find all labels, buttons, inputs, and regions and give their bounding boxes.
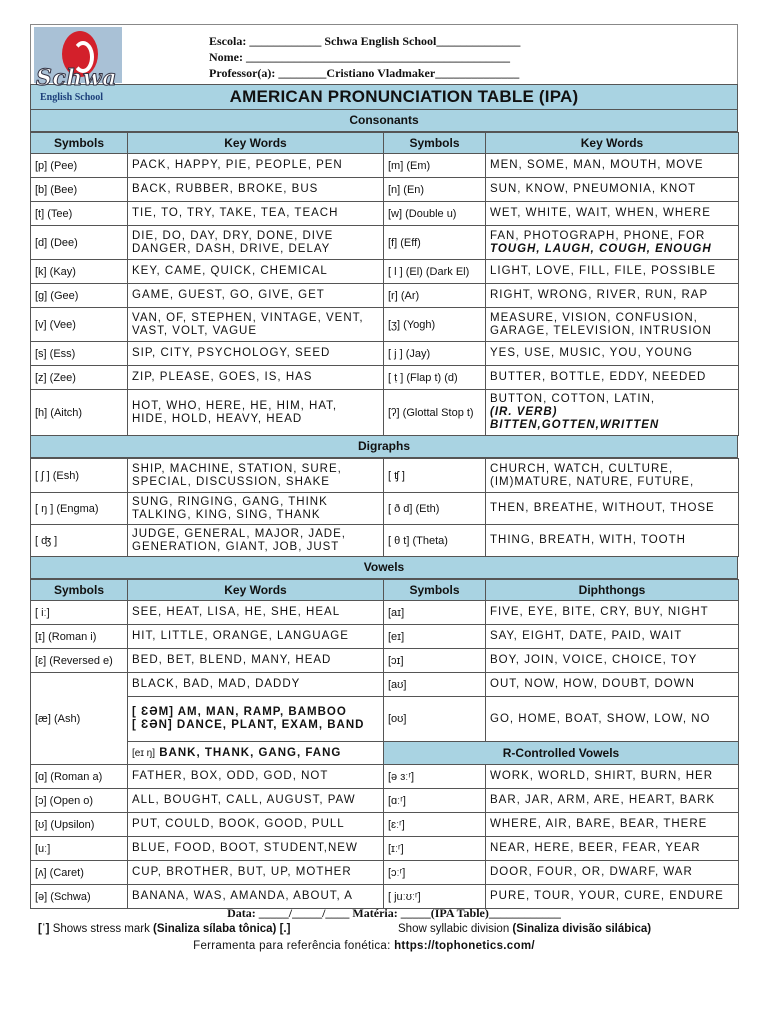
- table-row: [31, 493, 739, 525]
- syllable-pt: (Sinaliza divisão silábica): [512, 923, 652, 935]
- keyword-cell: [128, 390, 384, 436]
- table-row: [31, 813, 739, 837]
- symbol-cell: [ɔ] (Open o): [31, 789, 128, 813]
- symbol-cell: [ ŋ ] (Engma): [31, 493, 128, 525]
- keyword-text: BUTTER, BOTTLE, EDDY, NEEDED: [490, 371, 707, 383]
- table-row: [31, 459, 739, 493]
- keyword-cell: FATHER, BOX, ODD, GOD, NOT: [128, 765, 384, 789]
- symbol-cell: [æ] (Ash): [31, 673, 128, 765]
- table-row: [31, 202, 739, 226]
- keyword-text: PACK, HAPPY, PIE, PEOPLE, PEN: [132, 159, 343, 171]
- keyword-cell: SEE, HEAT, LISA, HE, SHE, HEAL: [128, 601, 384, 625]
- symbol-cell: [ɑ] (Roman a): [31, 765, 128, 789]
- keyword-text: SUNG, RINGING, GANG, THINK: [132, 495, 328, 508]
- keyword-text: GENERATION, GIANT, JOB, JUST: [132, 540, 340, 553]
- keyword-cell: [486, 342, 739, 366]
- symbol-cell: [ iː]: [31, 601, 128, 625]
- keyword-cell: [486, 308, 739, 342]
- symbol-cell: [r] (Ar): [384, 284, 486, 308]
- symbol-cell: [ ʧ ]: [384, 459, 486, 493]
- keyword-text: KEY, CAME, QUICK, CHEMICAL: [132, 265, 328, 277]
- vowels-table: [30, 579, 739, 909]
- symbol-cell: [ θ t] (Theta): [384, 525, 486, 557]
- table-row: [31, 649, 739, 673]
- r-controlled-header: R-Controlled Vowels: [384, 742, 739, 765]
- keyword-text: FAN, PHOTOGRAPH, PHONE, FOR: [490, 229, 706, 242]
- keyword-cell: WORK, WORLD, SHIRT, BURN, HER: [486, 765, 739, 789]
- keyword-text: HIDE, HOLD, HEAVY, HEAD: [132, 412, 303, 425]
- reference-link[interactable]: https://tophonetics.com/: [394, 940, 535, 952]
- consonants-section-title: Consonants: [30, 110, 738, 132]
- keyword-cell: WHERE, AIR, BARE, BEAR, THERE: [486, 813, 739, 837]
- keyword-text: WET, WHITE, WAIT, WHEN, WHERE: [490, 207, 711, 219]
- ipa-document: [30, 24, 738, 909]
- keyword-text: [ ƐƏM] AM, MAN, RAMP, BAMBOO: [132, 706, 347, 718]
- keyword-cell: PURE, TOUR, YOUR, CURE, ENDURE: [486, 885, 739, 909]
- keyword-cell: GO, HOME, BOAT, SHOW, LOW, NO: [486, 697, 739, 742]
- symbol-cell: [p] (Pee): [31, 154, 128, 178]
- keyword-text: GARAGE, TELEVISION, INTRUSION: [490, 324, 712, 337]
- col-symbols-header: Symbols: [31, 133, 128, 154]
- syllable-mark: [.]: [279, 923, 291, 935]
- symbol-cell: [t] (Tee): [31, 202, 128, 226]
- col-symbols-header: Symbols: [384, 580, 486, 601]
- keyword-text: MEASURE, VISION, CONFUSION,: [490, 311, 698, 324]
- symbol-cell: [ɛːʳ]: [384, 813, 486, 837]
- logo-subtitle: English School: [40, 92, 104, 103]
- keyword-cell: ALL, BOUGHT, CALL, AUGUST, PAW: [128, 789, 384, 813]
- symbol-cell: [d] (Dee): [31, 226, 128, 260]
- keyword-cell: [486, 493, 739, 525]
- reference-label: Ferramenta para referência fonética:: [193, 940, 391, 952]
- symbol-cell: [ ʃ ] (Esh): [31, 459, 128, 493]
- keyword-text: SHIP, MACHINE, STATION, SURE,: [132, 462, 342, 475]
- symbol-cell: [oʊ]: [384, 697, 486, 742]
- symbol-cell: [ j ] (Jay): [384, 342, 486, 366]
- table-row: [31, 885, 739, 909]
- keyword-cell: BOY, JOIN, VOICE, CHOICE, TOY: [486, 649, 739, 673]
- keyword-cell: [486, 202, 739, 226]
- keyword-cell: BANANA, WAS, AMANDA, ABOUT, A: [128, 885, 384, 909]
- col-symbols-header: Symbols: [31, 580, 128, 601]
- stress-legend: [38, 923, 290, 935]
- table-row: [31, 861, 739, 885]
- keyword-cell: HIT, LITTLE, ORANGE, LANGUAGE: [128, 625, 384, 649]
- col-keywords-header: Key Words: [128, 580, 384, 601]
- stress-mark: [ˈ]: [38, 923, 50, 935]
- keyword-text: CHURCH, WATCH, CULTURE,: [490, 462, 674, 475]
- vowels-section-title: Vowels: [30, 557, 738, 579]
- keyword-text: RIGHT, WRONG, RIVER, RUN, RAP: [490, 289, 709, 301]
- school-logo: [34, 27, 122, 103]
- teacher-field: Professor(a): ________Cristiano Vladmaker______________: [209, 66, 520, 80]
- symbol-cell: [ʌ] (Caret): [31, 861, 128, 885]
- keyword-text: GAME, GUEST, GO, GIVE, GET: [132, 289, 325, 301]
- symbol-cell: [ juːʊːʳ]: [384, 885, 486, 909]
- symbol-cell: [h] (Aitch): [31, 390, 128, 436]
- keyword-text: THEN, BREATHE, WITHOUT, THOSE: [490, 502, 715, 514]
- keyword-cell: [128, 260, 384, 284]
- keyword-cell: [128, 673, 384, 697]
- consonants-header-row: [31, 133, 739, 154]
- symbol-cell: [f] (Eff): [384, 226, 486, 260]
- table-row: [31, 697, 739, 742]
- symbol-cell: [g] (Gee): [31, 284, 128, 308]
- keyword-cell: [486, 366, 739, 390]
- keyword-text: SPECIAL, DISCUSSION, SHAKE: [132, 475, 330, 488]
- symbol-cell: [ɪːʳ]: [384, 837, 486, 861]
- keyword-cell: PUT, COULD, BOOK, GOOD, PULL: [128, 813, 384, 837]
- keyword-cell: [486, 154, 739, 178]
- date-subject-line: Data: _____/_____/____ Matéria: _____(IPA Table)____________: [227, 906, 561, 920]
- keyword-text: VAN, OF, STEPHEN, VINTAGE, VENT,: [132, 311, 364, 324]
- table-row: [31, 625, 739, 649]
- table-row: [31, 789, 739, 813]
- syllable-text: Show syllabic division: [398, 923, 510, 935]
- keyword-text: THING, BREATH, WITH, TOOTH: [490, 534, 686, 546]
- keyword-cell: NEAR, HERE, BEER, FEAR, YEAR: [486, 837, 739, 861]
- reference-line: [30, 940, 738, 952]
- symbol-cell: [n] (En): [384, 178, 486, 202]
- symbol-cell: [ɪ] (Roman i): [31, 625, 128, 649]
- keyword-symbol: [eɪ ŋ]: [132, 747, 156, 759]
- keyword-cell: SAY, EIGHT, DATE, PAID, WAIT: [486, 625, 739, 649]
- symbol-cell: [ʒ] (Yogh): [384, 308, 486, 342]
- symbol-cell: [ɔɪ]: [384, 649, 486, 673]
- keyword-text: JUDGE, GENERAL, MAJOR, JADE,: [132, 527, 346, 540]
- symbol-cell: [ l ] (El) (Dark El): [384, 260, 486, 284]
- keyword-text: BITTEN,GOTTEN,WRITTEN: [490, 419, 660, 431]
- keyword-text: ZIP, PLEASE, GOES, IS, HAS: [132, 371, 313, 383]
- logo-word: Schwa: [36, 65, 117, 91]
- symbol-cell: [aʊ]: [384, 673, 486, 697]
- keyword-text: DANGER, DASH, DRIVE, DELAY: [132, 242, 331, 255]
- symbol-cell: [ə] (Schwa): [31, 885, 128, 909]
- col-keywords-header: Key Words: [128, 133, 384, 154]
- keyword-text: (IR. VERB): [490, 406, 558, 418]
- symbol-cell: [z] (Zee): [31, 366, 128, 390]
- table-row: [31, 226, 739, 260]
- table-row: [31, 390, 739, 436]
- syllable-legend: [398, 923, 651, 935]
- symbol-cell: [ʊ] (Upsilon): [31, 813, 128, 837]
- table-row: [31, 673, 739, 697]
- digraphs-section-title: Digraphs: [30, 436, 738, 458]
- symbol-cell: [eɪ]: [384, 625, 486, 649]
- col-keywords-header: Key Words: [486, 133, 739, 154]
- table-row: [31, 525, 739, 557]
- symbol-cell: [w] (Double u): [384, 202, 486, 226]
- keyword-text: DIE, DO, DAY, DRY, DONE, DIVE: [132, 229, 334, 242]
- keyword-text: SIP, CITY, PSYCHOLOGY, SEED: [132, 347, 331, 359]
- table-row: [31, 284, 739, 308]
- table-row: [31, 154, 739, 178]
- keyword-cell: [128, 459, 384, 493]
- col-diphthongs-header: Diphthongs: [486, 580, 739, 601]
- keyword-text: (IM)MATURE, NATURE, FUTURE,: [490, 475, 695, 488]
- keyword-cell: [128, 742, 384, 765]
- table-row: [31, 366, 739, 390]
- keyword-text: MEN, SOME, MAN, MOUTH, MOVE: [490, 159, 704, 171]
- symbol-cell: [b] (Bee): [31, 178, 128, 202]
- keyword-cell: [128, 366, 384, 390]
- header-fields: [209, 33, 520, 81]
- page-title: AMERICAN PRONUNCIATION TABLE (IPA): [30, 84, 738, 110]
- keyword-cell: [128, 697, 384, 742]
- keyword-cell: BAR, JAR, ARM, ARE, HEART, BARK: [486, 789, 739, 813]
- symbol-cell: [k] (Kay): [31, 260, 128, 284]
- symbol-cell: [ɑːʳ]: [384, 789, 486, 813]
- vowels-header-row: [31, 580, 739, 601]
- table-row: [31, 765, 739, 789]
- keyword-text: BACK, RUBBER, BROKE, BUS: [132, 183, 319, 195]
- keyword-cell: [486, 525, 739, 557]
- table-row: [31, 178, 739, 202]
- keyword-cell: [128, 342, 384, 366]
- keyword-cell: [128, 525, 384, 557]
- table-row: [31, 742, 739, 765]
- legend-line: [30, 923, 738, 939]
- table-row: [31, 342, 739, 366]
- keyword-text: BUTTON, COTTON, LATIN,: [490, 393, 656, 405]
- keyword-text: YES, USE, MUSIC, YOU, YOUNG: [490, 347, 693, 359]
- keyword-cell: [128, 284, 384, 308]
- symbol-cell: [uː]: [31, 837, 128, 861]
- keyword-text: [ ƐƏN] DANCE, PLANT, EXAM, BAND: [132, 719, 365, 731]
- digraphs-table: [30, 458, 739, 557]
- keyword-text: BANK, THANK, GANG, FANG: [159, 746, 342, 759]
- keyword-text: TOUGH, LAUGH, COUGH, ENOUGH: [490, 242, 712, 255]
- keyword-cell: [486, 226, 739, 260]
- keyword-cell: CUP, BROTHER, BUT, UP, MOTHER: [128, 861, 384, 885]
- symbol-cell: [ʔ] (Glottal Stop t): [384, 390, 486, 436]
- col-symbols-header: Symbols: [384, 133, 486, 154]
- keyword-cell: [486, 284, 739, 308]
- keyword-cell: BED, BET, BLEND, MANY, HEAD: [128, 649, 384, 673]
- keyword-cell: [486, 459, 739, 493]
- table-row: [31, 308, 739, 342]
- symbol-cell: [ ṭ ] (Flap t) (d): [384, 366, 486, 390]
- symbol-cell: [ə ɜːʳ]: [384, 765, 486, 789]
- symbol-cell: [m] (Em): [384, 154, 486, 178]
- keyword-text: HOT, WHO, HERE, HE, HIM, HAT,: [132, 399, 338, 412]
- keyword-text: LIGHT, LOVE, FILL, FILE, POSSIBLE: [490, 265, 717, 277]
- keyword-text: SUN, KNOW, PNEUMONIA, KNOT: [490, 183, 697, 195]
- symbol-cell: [ ð d] (Eth): [384, 493, 486, 525]
- table-row: [31, 837, 739, 861]
- keyword-cell: [128, 308, 384, 342]
- symbol-cell: [ ʤ ]: [31, 525, 128, 557]
- symbol-cell: [ɛ] (Reversed e): [31, 649, 128, 673]
- symbol-cell: [s] (Ess): [31, 342, 128, 366]
- keyword-cell: [128, 226, 384, 260]
- stress-pt: (Sinaliza sílaba tônica): [153, 923, 277, 935]
- keyword-cell: OUT, NOW, HOW, DOUBT, DOWN: [486, 673, 739, 697]
- keyword-cell: [128, 493, 384, 525]
- keyword-text: TALKING, KING, SING, THANK: [132, 508, 321, 521]
- keyword-cell: BLUE, FOOD, BOOT, STUDENT,NEW: [128, 837, 384, 861]
- keyword-cell: [486, 260, 739, 284]
- keyword-text: VAST, VOLT, VAGUE: [132, 324, 258, 337]
- consonants-table: [30, 132, 739, 436]
- keyword-text: TIE, TO, TRY, TAKE, TEA, TEACH: [132, 207, 339, 219]
- keyword-cell: [486, 390, 739, 436]
- keyword-cell: DOOR, FOUR, OR, DWARF, WAR: [486, 861, 739, 885]
- keyword-cell: [128, 154, 384, 178]
- school-field: Escola: ____________ Schwa English School______________: [209, 34, 521, 48]
- keyword-cell: [486, 178, 739, 202]
- symbol-cell: [ɔːʳ]: [384, 861, 486, 885]
- symbol-cell: [aɪ]: [384, 601, 486, 625]
- document-footer: [30, 906, 738, 952]
- stress-text: Shows stress mark: [52, 923, 150, 935]
- table-row: [31, 260, 739, 284]
- symbol-cell: [v] (Vee): [31, 308, 128, 342]
- keyword-cell: FIVE, EYE, BITE, CRY, BUY, NIGHT: [486, 601, 739, 625]
- table-row: [31, 601, 739, 625]
- name-field: Nome: ____________________________________________: [209, 50, 510, 64]
- keyword-cell: [128, 202, 384, 226]
- keyword-text: BLACK, BAD, MAD, DADDY: [132, 678, 301, 690]
- keyword-cell: [128, 178, 384, 202]
